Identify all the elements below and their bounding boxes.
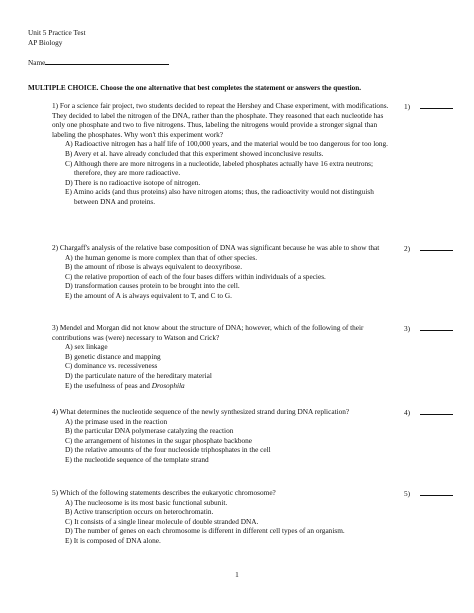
option-d: D) transformation causes protein to be brought into the cell. xyxy=(65,281,240,291)
question-2 xyxy=(52,243,452,301)
option-a: A) Radioactive nitrogen has a half life of 100,000 years, and the material would be too dangerous for too long. xyxy=(65,139,388,149)
option-b: B) the amount of ribose is always equivalent to deoxyribose. xyxy=(65,262,243,272)
option-list xyxy=(65,498,389,546)
option-e: E) the amount of A is always equivalent to T, and C to G. xyxy=(65,290,232,300)
option-b: B) the particular DNA polymerase catalyzing the reaction xyxy=(65,426,234,436)
option-b: B) Active transcription occurs on heterochromatin. xyxy=(65,507,214,517)
option-b: B) Avery et al. have already concluded that this experiment showed inconclusive results. xyxy=(65,148,324,158)
name-blank[interactable] xyxy=(45,57,169,65)
question-text: What determines the nucleotide sequence of the newly synthesized strand during DNA replication? xyxy=(59,407,350,416)
unit-title: Unit 5 Practice Test xyxy=(28,28,86,37)
option-list xyxy=(65,342,389,390)
question-1 xyxy=(52,101,452,207)
option-a: A) sex linkage xyxy=(65,342,108,352)
answer-blank-5 xyxy=(404,488,453,499)
answer-line[interactable] xyxy=(420,407,453,415)
question-text: Chargaff's analysis of the relative base composition of DNA was significant because he was able to show that xyxy=(59,243,380,252)
page-number: 1 xyxy=(235,570,239,579)
question-number: 3) xyxy=(52,323,59,332)
question-number: 2) xyxy=(52,243,59,252)
option-c: C) dominance vs. recessiveness xyxy=(65,361,158,371)
option-a: A) the human genome is more complex than that of other species. xyxy=(65,252,258,262)
option-e-italic: Drosophila xyxy=(151,380,185,390)
option-c: C) the arrangement of histones in the sugar phosphate backbone xyxy=(65,435,253,445)
answer-number: 2) xyxy=(404,244,411,253)
option-a: A) The nucleosome is its most basic functional subunit. xyxy=(65,497,228,507)
option-d: D) There is no radioactive isotope of nitrogen. xyxy=(65,177,201,187)
question-number: 5) xyxy=(52,488,59,497)
answer-blank-4 xyxy=(404,407,453,418)
option-d: D) The number of genes on each chromosome is different in different cell types of an organism. xyxy=(65,526,345,536)
answer-number: 5) xyxy=(404,489,411,498)
option-c: C) Although there are more nitrogens in a nucleotide, labeled phosphates actually have 16 extra neutrons; therefore, they are more radioactive. xyxy=(65,158,373,178)
question-stem xyxy=(52,407,389,417)
course-title: AP Biology xyxy=(28,37,63,47)
answer-line[interactable] xyxy=(420,323,453,331)
question-stem xyxy=(52,323,389,342)
name-field xyxy=(28,57,169,68)
question-stem xyxy=(52,488,389,498)
question-text: Mendel and Morgan did not know about the structure of DNA; however, which of the following of their contributions was (were) necessary to Watson and Crick? xyxy=(52,323,364,342)
option-e: E) the nucleotide sequence of the template strand xyxy=(65,454,209,464)
option-list xyxy=(65,253,389,301)
answer-number: 1) xyxy=(404,102,411,111)
answer-blank-1 xyxy=(404,101,453,112)
name-label: Name xyxy=(28,58,46,67)
option-a: A) the primase used in the reaction xyxy=(65,416,168,426)
test-header xyxy=(28,28,86,47)
option-c: C) the relative proportion of each of the four bases differs within individuals of a species. xyxy=(65,271,326,281)
option-b: B) genetic distance and mapping xyxy=(65,351,161,361)
option-e: E) Amino acids (and thus proteins) also have nitrogen atoms; thus, the radioactivity would not distinguish between DNA and proteins. xyxy=(65,187,374,206)
question-5 xyxy=(52,488,452,546)
answer-number: 3) xyxy=(404,324,411,333)
option-e: E) It is composed of DNA alone. xyxy=(65,535,161,545)
option-e-text: E) the usefulness of peas and xyxy=(65,380,152,390)
instructions: MULTIPLE CHOICE. Choose the one alternative that best completes the statement or answers the question. xyxy=(28,84,361,92)
option-d: D) the relative amounts of the four nucleoside triphosphates in the cell xyxy=(65,445,271,455)
option-c: C) It consists of a single linear molecule of double stranded DNA. xyxy=(65,516,259,526)
question-number: 4) xyxy=(52,407,59,416)
question-stem xyxy=(52,243,389,253)
option-list xyxy=(65,139,389,206)
option-d: D) the particulate nature of the hereditary material xyxy=(65,370,212,380)
question-stem xyxy=(52,101,389,139)
answer-line[interactable] xyxy=(420,488,453,496)
answer-blank-2 xyxy=(404,243,453,254)
question-4 xyxy=(52,407,452,465)
question-3 xyxy=(52,323,452,390)
question-text: Which of the following statements describes the eukaryotic chromosome? xyxy=(59,488,276,497)
option-e xyxy=(65,381,389,391)
option-list xyxy=(65,417,389,465)
question-text: For a science fair project, two students decided to repeat the Hershey and Chase experiment, with modifications. They decided to label the nitrogen of the DNA, rather than the phosphate. They reasoned that each nucleotide has only one phosphate and two to five nitrogens. Thus, labeling the nitrogens would provide a stronger signal than labeling the phosphates. Why won't this experiment work? xyxy=(52,101,389,139)
answer-blank-3 xyxy=(404,323,453,334)
answer-number: 4) xyxy=(404,408,411,417)
answer-line[interactable] xyxy=(420,101,453,109)
answer-line[interactable] xyxy=(420,243,453,251)
question-number: 1) xyxy=(52,101,59,110)
